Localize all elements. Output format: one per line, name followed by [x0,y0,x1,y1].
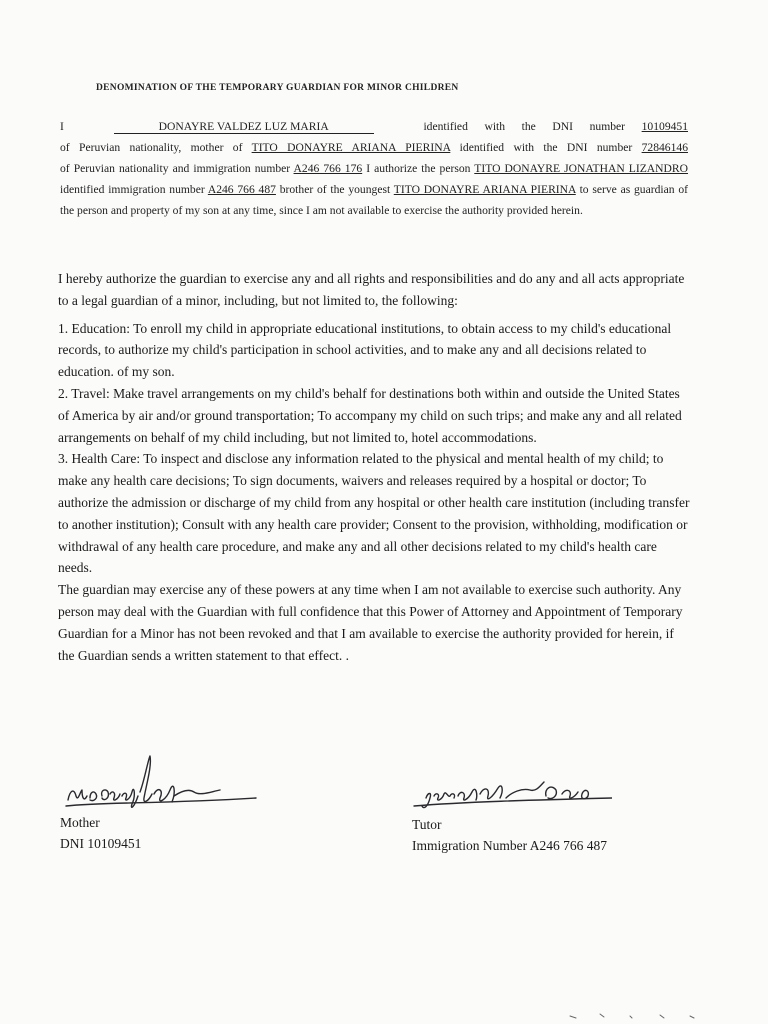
child-immigration-field: A246 766 176 [293,162,363,175]
child-name-field: TITO DONAYRE ARIANA PIERINA [251,141,451,154]
authorization-body [58,268,690,666]
health-care-clause: 3. Health Care: To inspect and disclose any information related to the physical and mental health of my child; to make any health care decisions; To sign documents, waivers and releases required by a hospital or doctor; To authorize the admission or discharge of my child from any hospital or other health care institution (including transfer to another institution); Consult with any health care provider; Consent to the provision, withholding, modification or withdrawal of any health care procedure, and make any and all other decisions related to my child's health care needs. [58,451,690,576]
authorization-paragraph: I hereby authorize the guardian to exercise any and all rights and responsibilities and do any and all acts appropriate to a legal guardian of a minor, including, but not limited to, the following: [58,271,685,308]
intro-text-3: identified with the DNI number [459,141,633,154]
guardian-name-field: TITO DONAYRE JONATHAN LIZANDRO [474,162,689,175]
intro-text-8: to serve as guardian of the person and property of my son at any time, since I am not available to exercise the authority provided herein. [60,183,689,217]
tutor-immigration-label: Immigration Number A246 766 487 [412,838,607,853]
child-name-field-2: TITO DONAYRE ARIANA PIERINA [393,183,576,196]
guardian-immigration-field: A246 766 487 [207,183,276,196]
mother-name-field: DONAYRE VALDEZ LUZ MARIA [114,120,374,134]
mother-signature [60,752,260,814]
intro-text-2: of Peruvian nationality, mother of [60,141,243,154]
mother-dni-label: DNI 10109451 [60,836,142,851]
child-dni-field: 72846146 [641,141,688,154]
intro-text-1: identified with the DNI number [423,120,626,133]
intro-pronoun: I [60,120,64,133]
mother-role-label: Mother [60,815,100,830]
intro-paragraph [60,116,688,221]
intro-text-5: I authorize the person [366,162,471,175]
travel-clause: 2. Travel: Make travel arrangements on my child's behalf for destinations both within and outside the United States of America by air and/or ground transportation; To accompany my child on such trips; and make any and all related arrangements on behalf of my child including, but not limited to, hotel accommodations. [58,385,682,445]
mother-signature-block [60,752,300,854]
page-edge-marks [560,1006,720,1022]
intro-text-7: brother of the youngest [279,183,391,196]
tutor-role-label: Tutor [412,817,442,832]
powers-paragraph: The guardian may exercise any of these powers at any time when I am not available to exercise such authority. Any person may deal with the Guardian with full confidence that this Power of Attorney and Appointment of Temporary Guardian for a Minor has not been revoked and that I am available to exercise the authority provided for herein, if the Guardian sends a written statement to that effect. . [58,582,683,663]
document-title: DENOMINATION OF THE TEMPORARY GUARDIAN FOR MINOR CHILDREN [96,83,459,93]
intro-text-6: identified immigration number [60,183,205,196]
tutor-signature [412,776,612,816]
intro-text-4: of Peruvian nationality and immigration number [60,162,291,175]
education-clause: 1. Education: To enroll my child in appropriate educational institutions, to obtain access to my child's educational records, to authorize my child's participation in school activities, and to make any and all decisions related to education. of my son. [58,320,672,380]
tutor-signature-block [412,776,692,856]
mother-dni-field: 10109451 [641,120,688,133]
